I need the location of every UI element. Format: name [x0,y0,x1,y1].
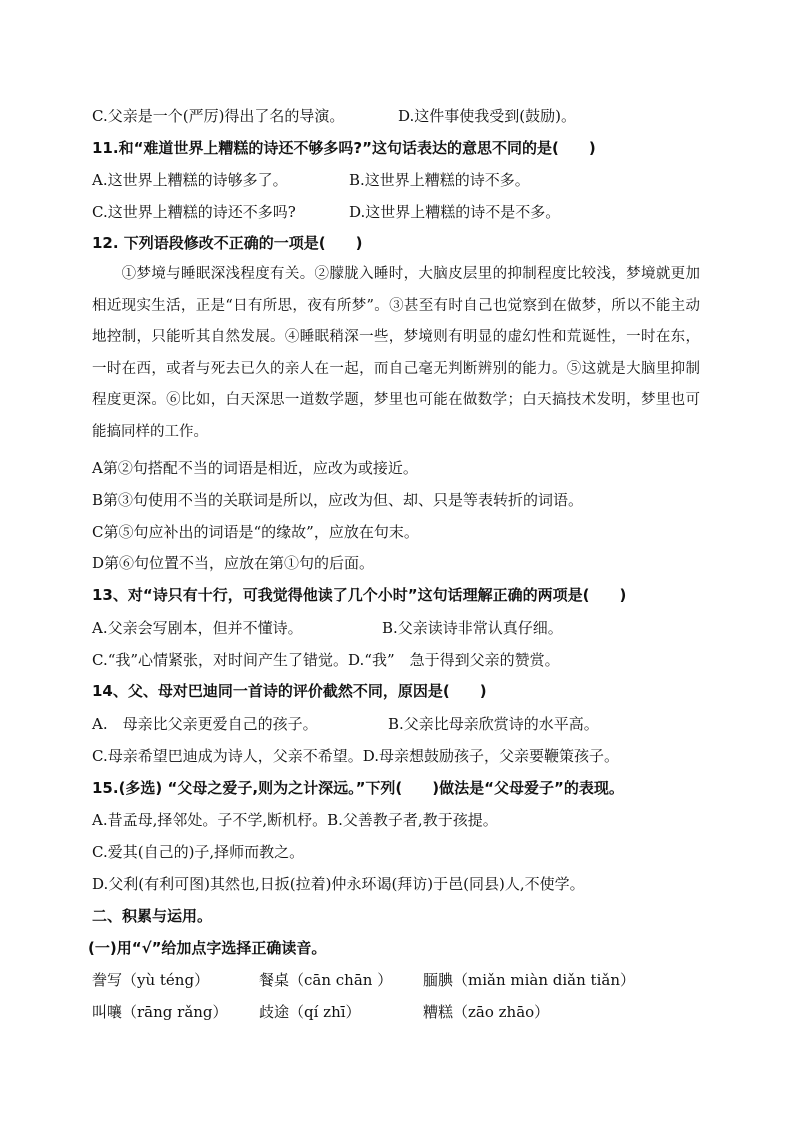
pinyin-item-3: 腼腆（miǎn miàn diǎn tiǎn） [423,971,635,989]
q11-option-a: A.这世界上糟糕的诗够多了。 [92,171,288,189]
pinyin-item-1: 誊写（yù téng） [92,971,210,989]
q11-option-b: B.这世界上糟糕的诗不多。 [349,171,530,189]
q14-stem: 14、父、母对巴迪同一首诗的评价截然不同，原因是( ) [92,682,487,700]
q15-option-c: C.爱其(自己的)子,择师而教之。 [92,843,305,861]
q15-option-d: D.父利(有利可图)其然也,日扳(拉着)仲永环谒(拜访)于邑(同县)人,不使学。 [92,875,585,893]
q13-option-a: A.父亲会写剧本，但并不懂诗。 [92,619,303,637]
q12-stem: 12. 下列语段修改不正确的一项是( ) [92,234,363,252]
pinyin-item-2: 餐桌（cān chān ） [259,971,393,989]
q15-stem: 15.(多选) “父母之爱子,则为之计深远。”下列( )做法是“父母爱子”的表现。 [92,779,624,797]
q11-option-c: C.这世界上糟糕的诗还不多吗? [92,203,296,221]
q11-option-d: D.这世界上糟糕的诗不是不多。 [349,203,561,221]
q14-option-b: B.父亲比母亲欣赏诗的水平高。 [388,715,599,733]
q13-option-b: B.父亲读诗非常认真仔细。 [382,619,563,637]
q14-option-cd: C.母亲希望巴迪成为诗人，父亲不希望。D.母亲想鼓励孩子，父亲要鞭策孩子。 [92,747,619,765]
pinyin-item-4: 叫嚷（rāng rǎng） [92,1003,228,1021]
q12-passage: ①梦境与睡眠深浅程度有关。②朦胧入睡时，大脑皮层里的抑制程度比较浅，梦境就更加相近现实生活，正是“日有所思，夜有所梦”。③甚至有时自己也觉察到在做梦，所以不能主动地控制，只能听其自然发展。④睡眠稍深一些，梦境则有明显的虚幻性和荒诞性，一时在东，一时在西，或者与死去已久的亲人在一起，而自己毫无判断辨别的能力。⑤这就是大脑里抑制程度更深。⑥比如，白天深思一道数学题，梦里也可能在做数学；白天搞技术发明，梦里也可能搞同样的工作。 [92,266,700,440]
q12-option-d: D第⑥句位置不当，应放在第①句的后面。 [92,554,375,572]
q10-option-d: D.这件事使我受到(鼓励)。 [398,107,576,125]
q14-option-a: A. 母亲比父亲更爱自己的孩子。 [92,715,318,733]
q12-option-b: B第③句使用不当的关联词是所以，应改为但、却、只是等表转折的词语。 [92,491,584,509]
q15-option-ab: A.昔孟母,择邻处。子不学,断机杼。B.父善教子者,教于孩提。 [92,811,498,829]
q13-stem: 13、对“诗只有十行，可我觉得他读了几个小时”这句话理解正确的两项是( ) [92,586,627,604]
q13-option-cd: C.“我”心情紧张，对时间产生了错觉。D.“我” 急于得到父亲的赞赏。 [92,651,560,669]
q10-option-c: C.父亲是一个(严厉)得出了名的导演。 [92,107,345,125]
section2-title: 二、积累与运用。 [92,907,213,925]
pinyin-item-6: 糟糕（zāo zhāo） [423,1003,550,1021]
pinyin-item-5: 歧途（qí zhī） [259,1003,361,1021]
q12-option-a: A第②句搭配不当的词语是相近，应改为或接近。 [92,459,418,477]
section2-subtitle: (一)用“√”给加点字选择正确读音。 [88,939,327,957]
q11-stem: 11.和“难道世界上糟糕的诗还不够多吗?”这句话表达的意思不同的是( ) [92,139,596,157]
q12-option-c: C第⑤句应补出的词语是“的缘故”，应放在句末。 [92,523,419,541]
